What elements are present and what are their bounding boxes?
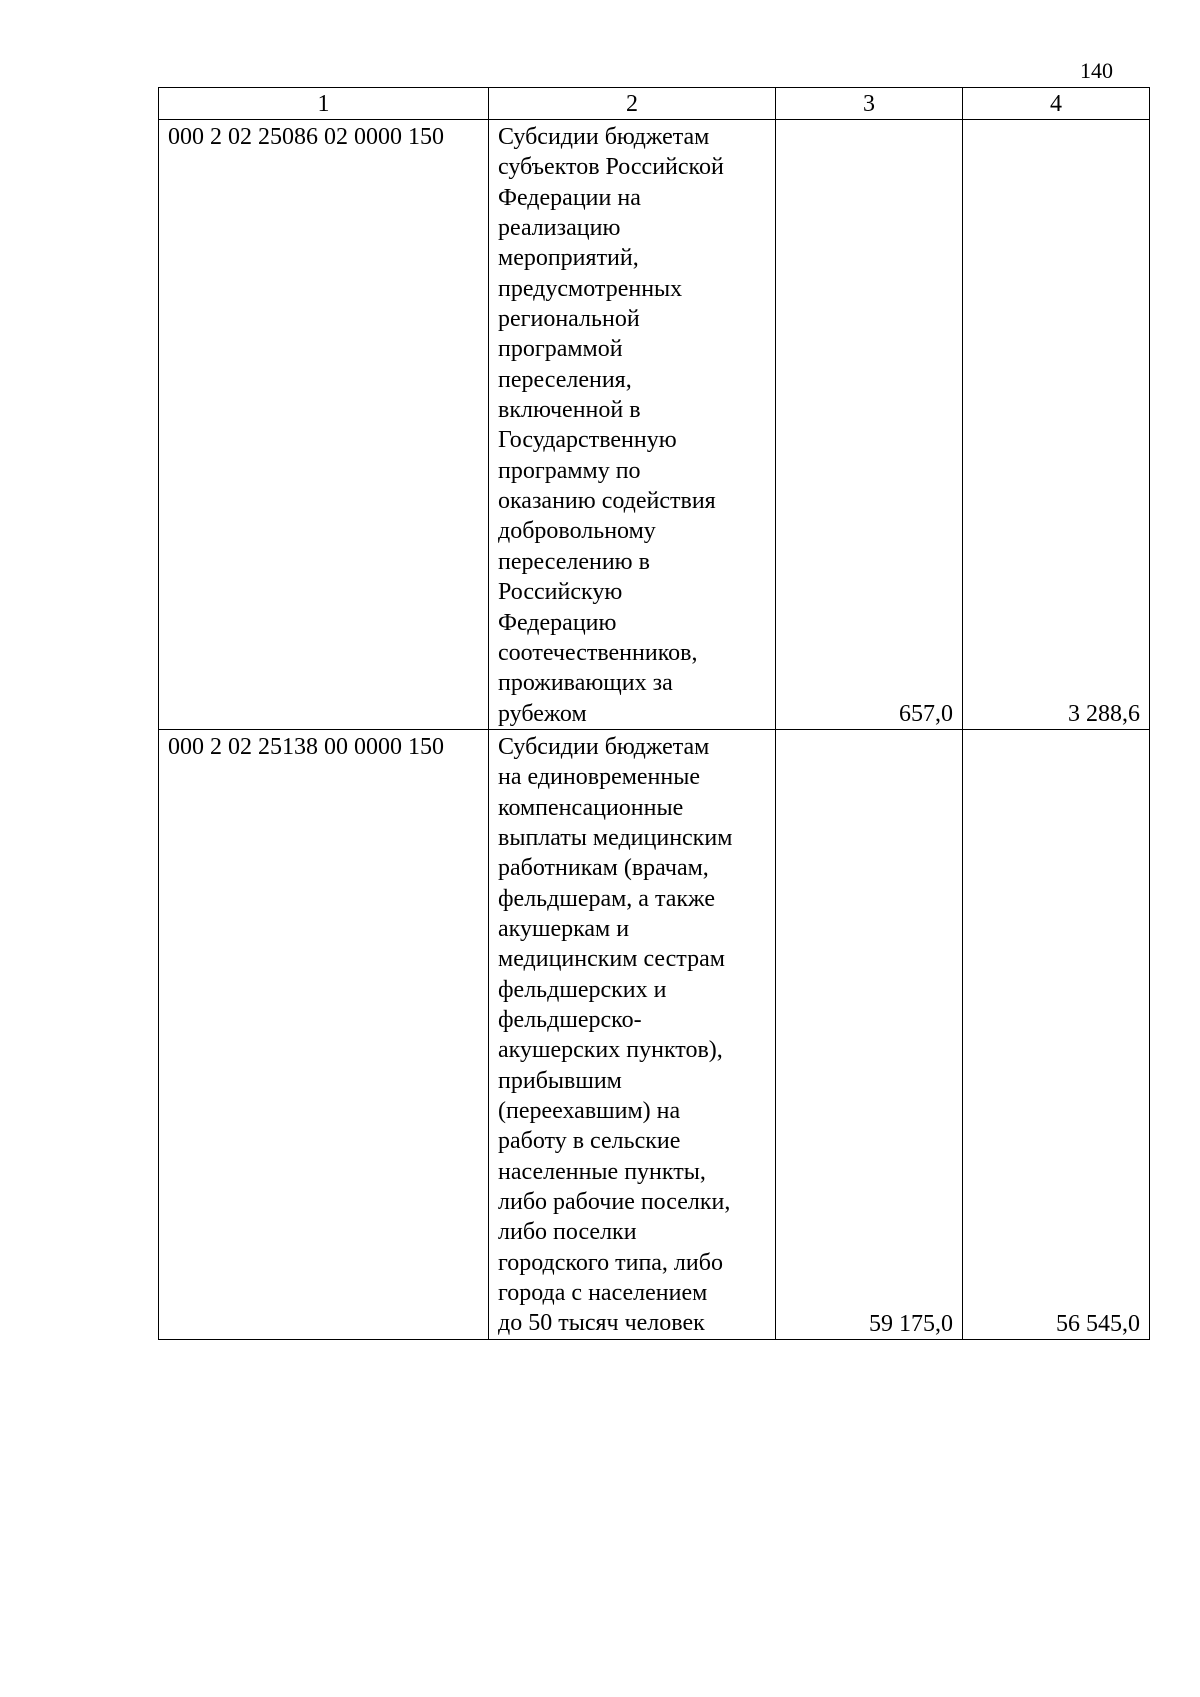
description-line: прибывшим [498,1067,622,1094]
budget-code-cell: 000 2 02 25086 02 0000 150 [159,120,489,730]
table-row [159,120,1150,730]
page-number: 140 [1080,58,1113,83]
description-line: фельдшерам, а также [498,885,715,912]
table-header-row [159,88,1150,120]
description-line: выплаты медицинским [498,824,733,851]
description-line: программу по [498,457,641,484]
budget-code-cell: 000 2 02 25138 00 0000 150 [159,729,489,1339]
description-line: либо рабочие поселки, [498,1189,731,1216]
description-line: на единовременные [498,764,701,791]
description-line: проживающих за [498,670,673,697]
description-line: фельдшерско- [498,1006,642,1033]
column-header-2: 2 [489,88,776,120]
description-line: населенные пункты, [498,1158,706,1185]
description-line: Федерацию [498,609,617,636]
description-line: соотечественников, [498,639,698,666]
description-line: Государственную [498,427,677,454]
description-line: мероприятий, [498,245,639,272]
description-line: либо поселки [498,1219,637,1246]
description-line: Федерации на [498,184,641,211]
description-line: оказанию содействия [498,488,716,515]
description-cell [489,729,776,1339]
description-line: акушерских пунктов), [498,1037,723,1064]
description-line: медицинским сестрам [498,946,725,973]
amount-column-3-cell: 59 175,0 [776,729,963,1339]
description-line: компенсационные [498,794,684,821]
description-line: до 50 тысяч человек [498,1310,705,1337]
table-row [159,729,1150,1339]
description-line: добровольному [498,518,656,545]
description-line: городского типа, либо [498,1249,723,1276]
amount-column-4-cell: 3 288,6 [963,120,1150,730]
description-line: рубежом [498,700,587,727]
description-line: переселению в [498,548,650,575]
description-line: работникам (врачам, [498,855,709,882]
description-line: акушеркам и [498,915,630,942]
amount-column-3-cell: 657,0 [776,120,963,730]
description-line: включенной в [498,397,641,424]
description-line: работу в сельские [498,1128,681,1155]
description-line: фельдшерских и [498,976,667,1003]
description-line: Российскую [498,579,623,606]
description-line: субъектов Российской [498,154,724,181]
column-header-1: 1 [159,88,489,120]
description-line: переселения, [498,366,632,393]
description-line: программой [498,336,623,363]
description-line: предусмотренных [498,275,683,302]
amount-column-4-cell: 56 545,0 [963,729,1150,1339]
column-header-3: 3 [776,88,963,120]
description-line: (переехавшим) на [498,1098,681,1124]
description-line: города с населением [498,1280,708,1307]
description-line: Субсидии бюджетам [498,124,710,150]
description-line: Субсидии бюджетам [498,733,710,760]
description-cell [489,120,776,730]
column-header-4: 4 [963,88,1150,120]
description-line: реализацию [498,215,621,242]
description-line: региональной [498,306,640,333]
budget-table [158,87,1150,1340]
